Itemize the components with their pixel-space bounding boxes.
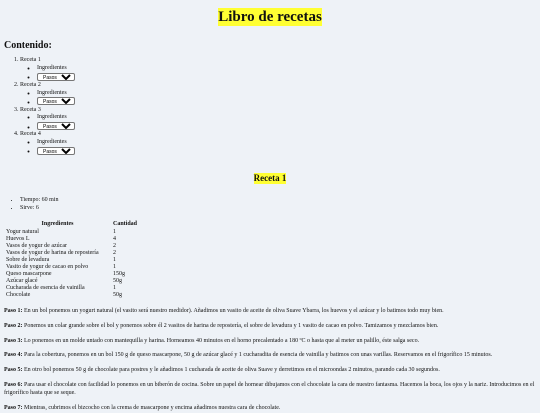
column-header-quantity: Cantidad <box>113 221 138 228</box>
ingredients-entry: ◦ Ingredientes <box>37 139 536 147</box>
steps-dropdown[interactable] <box>37 147 75 155</box>
steps-entry <box>37 97 536 106</box>
step-label: Paso 4: <box>4 352 23 359</box>
recipe-title: Receta 1 <box>253 173 287 184</box>
recipe-index-sublist <box>20 90 536 107</box>
column-header-ingredients: Ingredientes <box>41 221 74 228</box>
ingredient-name: Huevos L <box>6 236 30 243</box>
table-row <box>4 250 139 257</box>
ingredients-table <box>4 220 139 299</box>
recipe-index-label: Receta 3 <box>20 106 41 113</box>
ingredient-name: Vasos de yogur de azúcar <box>6 243 67 250</box>
recipe-index-item <box>20 131 536 156</box>
step-paragraph <box>4 338 536 346</box>
recipe-index-list <box>4 57 536 156</box>
ingredient-name: Yogur natural <box>6 229 39 236</box>
table-row <box>4 278 139 285</box>
steps-section <box>4 308 536 412</box>
steps-entry <box>37 73 536 82</box>
recipe-index-label: Receta 1 <box>20 57 41 63</box>
recipe-index-item <box>20 107 536 132</box>
ingredients-entry: ◦ Ingredientes <box>37 114 536 122</box>
step-label: Paso 3: <box>4 337 23 344</box>
recipe-meta-list <box>4 196 536 212</box>
recipe-index-item <box>20 82 536 107</box>
steps-dropdown[interactable] <box>37 73 75 81</box>
recipe-servings: • Sirve: 6 <box>20 204 536 212</box>
contents-heading: Contenido: <box>4 40 52 51</box>
ingredients-entry: ◦ Ingredientes <box>37 65 536 73</box>
ingredient-quantity: 1 <box>113 257 116 264</box>
ingredient-quantity: 2 <box>113 243 116 250</box>
ingredient-name: Vasos de yogur de harina de repostería <box>6 250 99 257</box>
steps-entry <box>37 122 536 131</box>
step-text: En un bol ponemos un yogurt natural (el vasito será nuestro medidor). Añadimos un vasito de aceite de oliva Suave Ybarra, los huevos y el azúcar y lo batimos todo muy bien. <box>24 308 444 315</box>
table-row <box>4 264 139 271</box>
table-row <box>4 236 139 243</box>
step-text: Ponemos un colar grande sobre el bol y ponemos sobre él 2 vasitos de harina de repostería, el sobre de levadura y 1 vasito de cacao en polvo. Tamizamos y mezclamos bien. <box>24 322 439 329</box>
table-row <box>4 292 139 299</box>
step-label: Paso 5: <box>4 367 23 374</box>
ingredient-quantity: 4 <box>113 236 116 243</box>
recipe-index-sublist <box>20 65 536 82</box>
ingredient-name: Chocolate <box>6 292 31 299</box>
step-paragraph <box>4 382 536 398</box>
page <box>0 8 540 412</box>
ingredient-quantity: 50g <box>113 292 122 299</box>
step-label: Paso 2: <box>4 322 23 329</box>
step-paragraph <box>4 323 536 331</box>
recipe-title-row <box>4 168 536 186</box>
title-row <box>4 8 536 26</box>
ingredient-quantity: 2 <box>113 250 116 257</box>
recipe-index-item <box>20 57 536 82</box>
step-paragraph <box>4 308 536 316</box>
ingredient-name: Azúcar glacé <box>6 278 38 285</box>
ingredient-quantity: 1 <box>113 229 116 236</box>
recipe-index-label: Receta 2 <box>20 81 41 88</box>
step-text: Mientras, cubrimos el bizcocho con la crema de mascarpone y encima añadimos nuestra cara de chocolate. <box>24 404 281 411</box>
steps-entry <box>37 147 536 156</box>
table-row <box>4 257 139 264</box>
recipe-index-sublist <box>20 114 536 131</box>
ingredient-quantity: 1 <box>113 285 116 292</box>
step-paragraph <box>4 352 536 360</box>
table-header-row <box>4 220 139 229</box>
step-paragraph <box>4 405 536 413</box>
ingredients-entry: ◦ Ingredientes <box>37 90 536 98</box>
page-title: Libro de recetas <box>218 9 322 25</box>
step-label: Paso 1: <box>4 308 23 315</box>
steps-dropdown[interactable] <box>37 97 75 105</box>
step-text: Lo ponemos en un molde untado con mantequilla y harina. Horneamos 40 minutos en el horno precalentado a 180 ºC o hasta que al meter un palillo, éste salga seco. <box>24 337 420 344</box>
step-label: Paso 7: <box>4 404 23 411</box>
step-text: Para usar el chocolate con facilidad lo ponemos en un biberón de cocina. Sobre un papel de hornear dibujamos con el chocolate la cara de nuestro fantasma. Hacemos la boca, los ojos y la nariz. Introducimos en el frigorífico hasta que se seque. <box>4 382 535 396</box>
step-label: Paso 6: <box>4 382 23 389</box>
recipe-index-label: Receta 4 <box>20 131 41 138</box>
recipe-time: • Tiempo: 60 min <box>20 196 536 204</box>
ingredient-name: Sobre de levadura <box>6 257 50 264</box>
table-row <box>4 243 139 250</box>
ingredient-quantity: 50g <box>113 278 122 285</box>
ingredient-name: Queso mascarpone <box>6 271 52 278</box>
table-row <box>4 285 139 292</box>
table-row <box>4 271 139 278</box>
recipe-index-sublist <box>20 139 536 156</box>
step-text: Para la cobertura, ponemos en un bol 150 g de queso mascarpone, 50 g de azúcar glacé y 1 cucharadita de esencia de vainilla y batimos con unas varillas. Reservamos en el frigorífico 15 minutos. <box>24 352 493 359</box>
step-paragraph <box>4 367 536 375</box>
step-text: En otro bol ponemos 50 g de chocolate para postres y le añadimos 1 cucharada de aceite de oliva Suave y derretimos en el microondas 2 minutos, parando cada 30 segundos. <box>24 367 440 374</box>
ingredient-name: Vasito de yogur de cacao en polvo <box>6 264 89 271</box>
ingredient-quantity: 150g <box>113 271 125 278</box>
ingredient-quantity: 1 <box>113 264 116 271</box>
table-row <box>4 229 139 236</box>
steps-dropdown[interactable] <box>37 122 75 130</box>
ingredient-name: Cucharada de esencia de vainilla <box>6 285 85 292</box>
